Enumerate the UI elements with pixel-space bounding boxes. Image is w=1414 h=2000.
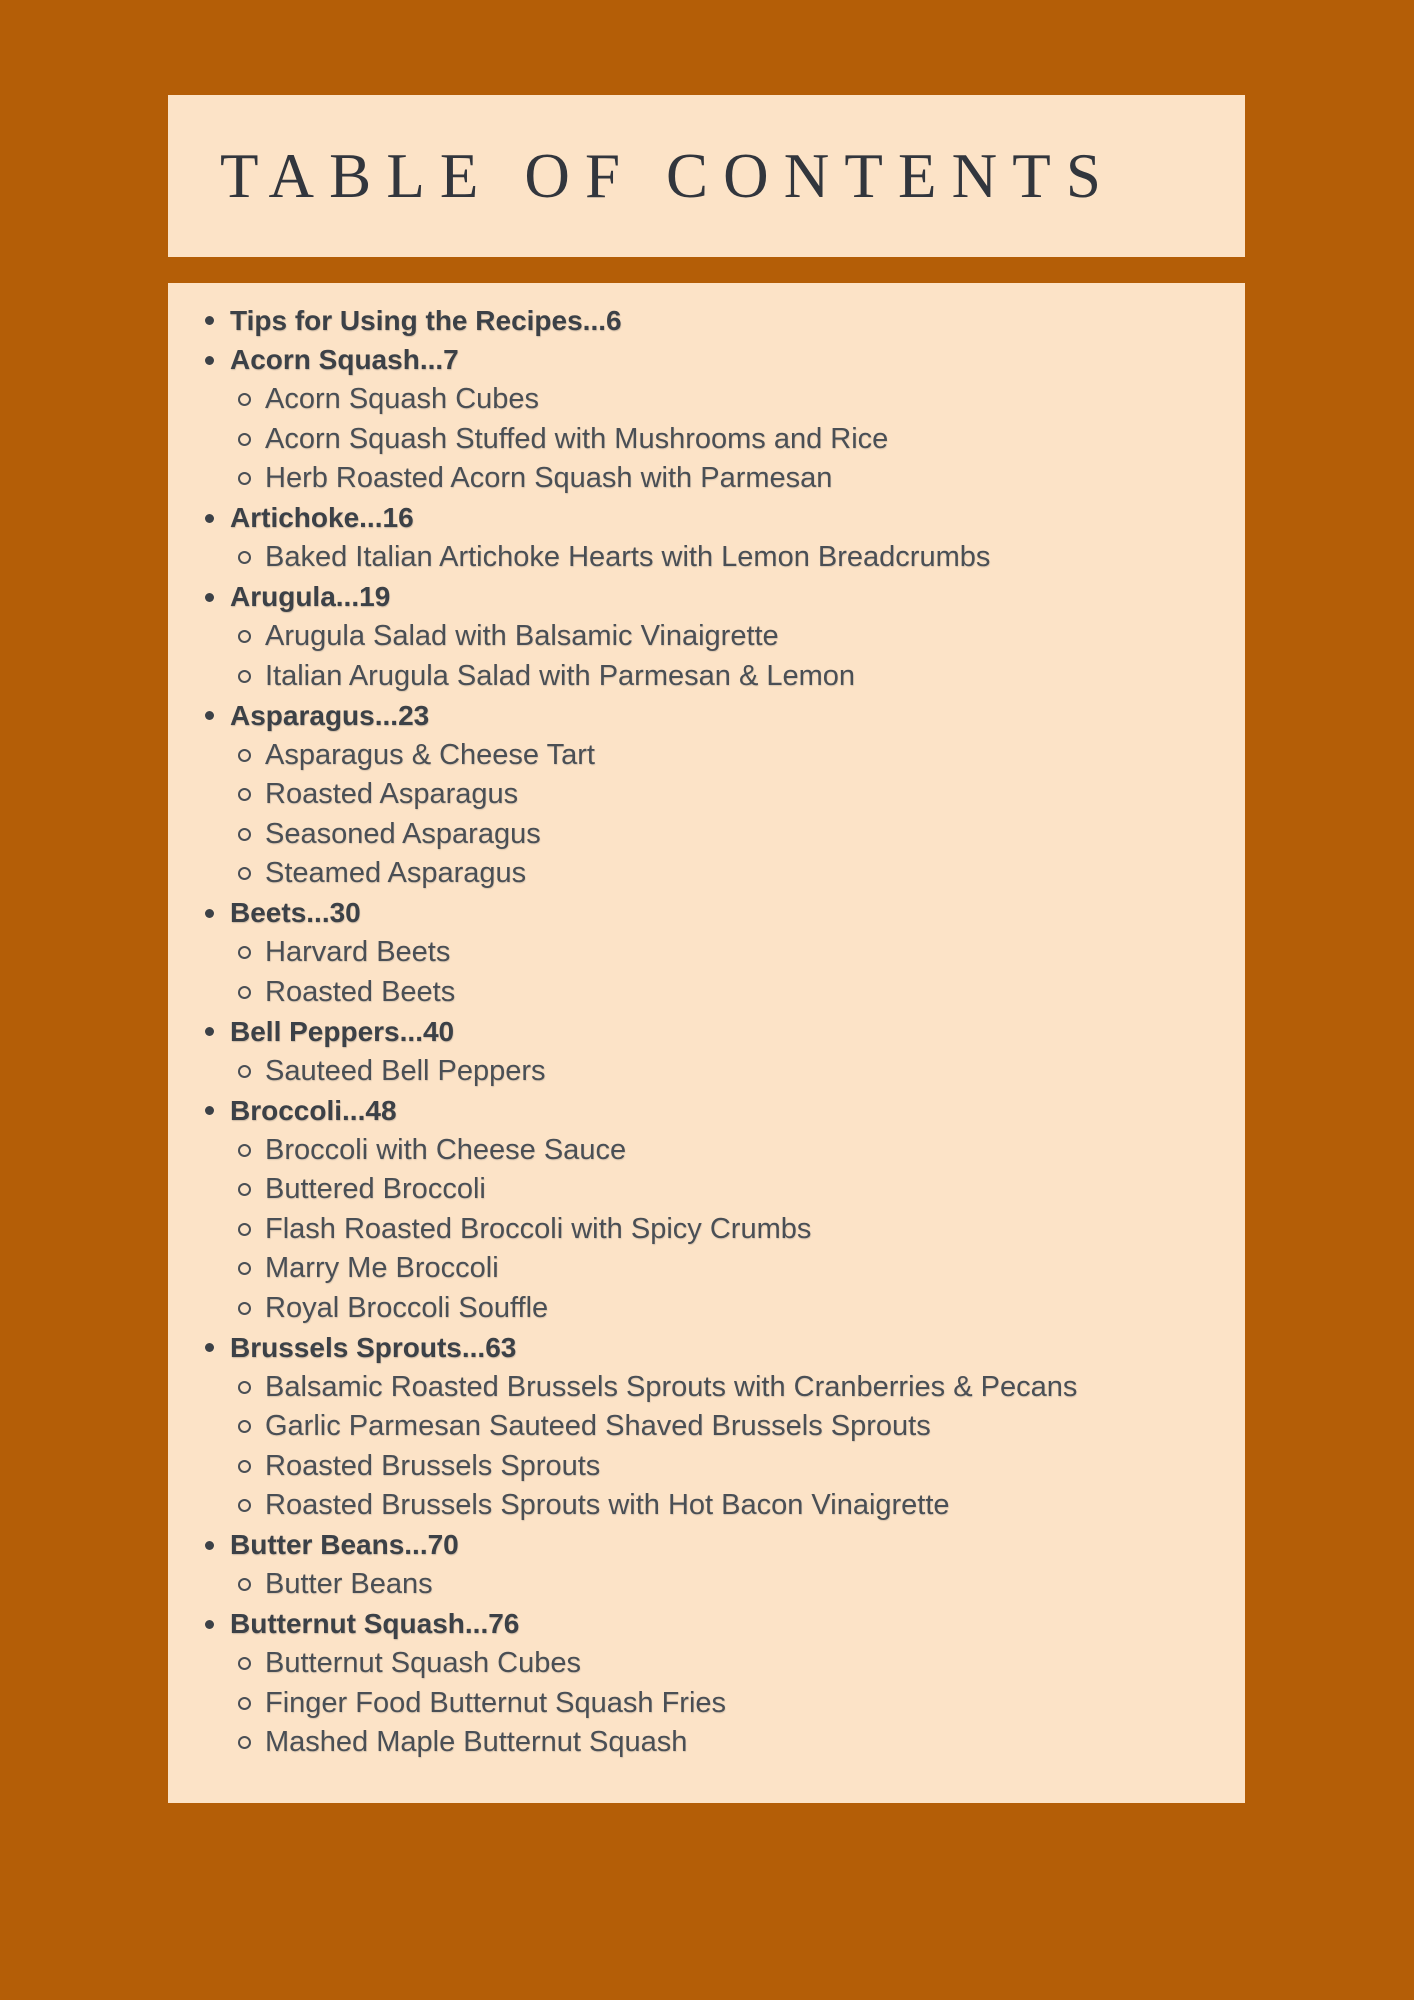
recipe-row — [168, 1289, 1245, 1329]
recipe-row — [168, 538, 1245, 578]
recipe-title: Herb Roasted Acorn Squash with Parmesan — [265, 462, 833, 495]
toc-section-title — [230, 700, 429, 732]
toc-section — [168, 1012, 1245, 1091]
toc-section-title — [230, 897, 361, 929]
recipe-row — [168, 854, 1245, 894]
open-bullet-icon — [238, 788, 251, 801]
toc-section-label: Butter Beans — [230, 1529, 405, 1561]
open-bullet-icon — [238, 1144, 251, 1157]
open-bullet-icon — [238, 1420, 251, 1433]
recipe-list — [168, 736, 1245, 894]
toc-dots-separator: ... — [359, 502, 383, 534]
recipe-list — [168, 1052, 1245, 1092]
toc-section — [168, 1328, 1245, 1526]
toc-section — [168, 499, 1245, 578]
toc-section-row — [168, 1091, 1245, 1131]
title-panel — [168, 95, 1245, 257]
toc-section-row — [168, 578, 1245, 618]
toc-section-label: Asparagus — [230, 699, 375, 731]
toc-section-row — [168, 1605, 1245, 1645]
filled-bullet-icon — [205, 1343, 214, 1352]
recipe-row — [168, 657, 1245, 697]
toc-dots-separator: ... — [399, 1015, 423, 1047]
toc-section-row — [168, 499, 1245, 539]
recipe-title: Roasted Asparagus — [265, 778, 519, 811]
toc-dots-separator: ... — [374, 699, 399, 731]
recipe-row — [168, 933, 1245, 973]
recipe-title: Roasted Beets — [265, 975, 456, 1008]
recipe-row — [168, 1565, 1245, 1605]
recipe-list — [168, 1368, 1245, 1526]
page-title: TABLE OF CONTENTS — [220, 140, 1116, 211]
recipe-title: Marry Me Broccoli — [265, 1252, 499, 1285]
recipe-title: Broccoli with Cheese Sauce — [265, 1133, 627, 1166]
open-bullet-icon — [238, 828, 251, 841]
recipe-title: Finger Food Butternut Squash Fries — [265, 1686, 727, 1719]
recipe-row — [168, 1210, 1245, 1250]
toc-dots-separator: ... — [419, 344, 444, 376]
toc-page-number: 23 — [398, 699, 430, 731]
filled-bullet-icon — [205, 1541, 214, 1550]
recipe-row — [168, 1447, 1245, 1487]
toc-page-number: 70 — [427, 1529, 459, 1561]
open-bullet-icon — [238, 1578, 251, 1591]
toc-section-title — [230, 1332, 516, 1364]
recipe-title: Acorn Squash Cubes — [265, 383, 540, 416]
toc-section-row — [168, 301, 1245, 341]
recipe-title: Roasted Brussels Sprouts with Hot Bacon Vinaigrette — [265, 1489, 950, 1522]
toc-dots-separator: ... — [342, 1094, 366, 1126]
recipe-title: Roasted Brussels Sprouts — [265, 1449, 601, 1482]
toc-section — [168, 894, 1245, 1013]
toc-section-label: Acorn Squash — [230, 344, 420, 376]
open-bullet-icon — [238, 393, 251, 406]
recipe-title: Royal Broccoli Souffle — [265, 1291, 549, 1324]
recipe-list — [168, 617, 1245, 696]
open-bullet-icon — [238, 1381, 251, 1394]
toc-dots-separator: ... — [582, 304, 607, 336]
recipe-title: Buttered Broccoli — [265, 1173, 486, 1206]
toc-section-label: Tips for Using the Recipes — [230, 304, 583, 336]
recipe-title: Balsamic Roasted Brussels Sprouts with Cranberries & Pecans — [265, 1370, 1078, 1403]
toc-section-row — [168, 1012, 1245, 1052]
toc-dots-separator: ... — [461, 1331, 486, 1363]
filled-bullet-icon — [205, 1027, 214, 1036]
recipe-row — [168, 973, 1245, 1013]
filled-bullet-icon — [205, 711, 214, 720]
toc-section — [168, 696, 1245, 894]
recipe-title: Arugula Salad with Balsamic Vinaigrette — [265, 620, 779, 653]
toc-page-number: 48 — [365, 1094, 397, 1126]
toc-section — [168, 1605, 1245, 1763]
recipe-row — [168, 380, 1245, 420]
toc-page-number: 76 — [488, 1608, 520, 1640]
recipe-row — [168, 736, 1245, 776]
recipe-title: Flash Roasted Broccoli with Spicy Crumbs — [265, 1212, 812, 1245]
toc-panel — [168, 283, 1245, 1803]
toc-section-label: Broccoli — [230, 1094, 343, 1126]
toc-section-label: Arugula — [230, 581, 336, 613]
toc-section-row — [168, 894, 1245, 934]
recipe-row — [168, 775, 1245, 815]
open-bullet-icon — [238, 1657, 251, 1670]
toc-section-title — [230, 1529, 459, 1561]
toc-dots-separator: ... — [404, 1529, 428, 1561]
toc-section — [168, 1091, 1245, 1328]
filled-bullet-icon — [205, 316, 214, 325]
recipe-title: Asparagus & Cheese Tart — [265, 738, 595, 771]
recipe-title: Garlic Parmesan Sauteed Shaved Brussels Sprouts — [265, 1410, 931, 1443]
filled-bullet-icon — [205, 909, 214, 918]
toc-section — [168, 341, 1245, 499]
open-bullet-icon — [238, 986, 251, 999]
toc-section — [168, 578, 1245, 697]
recipe-list — [168, 1565, 1245, 1605]
toc-section — [168, 301, 1245, 341]
toc-page-number: 16 — [382, 502, 414, 534]
open-bullet-icon — [238, 1065, 251, 1078]
open-bullet-icon — [238, 1499, 251, 1512]
open-bullet-icon — [238, 630, 251, 643]
recipe-list — [168, 380, 1245, 499]
open-bullet-icon — [238, 1460, 251, 1473]
recipe-row — [168, 1170, 1245, 1210]
toc-section-row — [168, 1526, 1245, 1566]
toc-section-row — [168, 1328, 1245, 1368]
toc-dots-separator: ... — [335, 581, 360, 613]
recipe-list — [168, 1644, 1245, 1763]
recipe-title: Baked Italian Artichoke Hearts with Lemon Breadcrumbs — [265, 541, 991, 574]
toc-dots-separator: ... — [306, 897, 330, 929]
toc-list — [168, 301, 1245, 1763]
toc-page-number: 40 — [422, 1015, 455, 1047]
recipe-row — [168, 1052, 1245, 1092]
toc-section-title — [230, 1095, 397, 1127]
toc-page-number: 7 — [443, 344, 459, 376]
filled-bullet-icon — [205, 514, 214, 523]
toc-section-title — [230, 1016, 454, 1048]
recipe-row — [168, 815, 1245, 855]
open-bullet-icon — [238, 1183, 251, 1196]
open-bullet-icon — [238, 867, 251, 880]
recipe-row — [168, 420, 1245, 460]
recipe-title: Mashed Maple Butternut Squash — [265, 1726, 688, 1759]
recipe-title: Sauteed Bell Peppers — [265, 1054, 546, 1087]
filled-bullet-icon — [205, 356, 214, 365]
filled-bullet-icon — [205, 1620, 214, 1629]
toc-section-label: Brussels Sprouts — [230, 1331, 462, 1363]
toc-section-title — [230, 1608, 519, 1640]
toc-dots-separator: ... — [464, 1608, 489, 1640]
toc-section-row — [168, 341, 1245, 381]
toc-page-number: 63 — [485, 1331, 517, 1363]
open-bullet-icon — [238, 551, 251, 564]
filled-bullet-icon — [205, 1106, 214, 1115]
toc-section-label: Butternut Squash — [230, 1608, 465, 1640]
recipe-title: Butternut Squash Cubes — [265, 1647, 581, 1680]
toc-page-number: 30 — [329, 897, 361, 929]
recipe-list — [168, 933, 1245, 1012]
open-bullet-icon — [238, 670, 251, 683]
recipe-row — [168, 1131, 1245, 1171]
toc-section-label: Artichoke — [230, 502, 360, 534]
open-bullet-icon — [238, 749, 251, 762]
toc-section-title — [230, 581, 390, 613]
recipe-list — [168, 538, 1245, 578]
toc-section-label: Bell Peppers — [230, 1015, 400, 1047]
recipe-row — [168, 1368, 1245, 1408]
recipe-row — [168, 459, 1245, 499]
open-bullet-icon — [238, 1697, 251, 1710]
toc-section-title — [230, 305, 622, 337]
recipe-row — [168, 1684, 1245, 1724]
recipe-title: Harvard Beets — [265, 936, 451, 969]
toc-section-title — [230, 344, 459, 376]
recipe-title: Butter Beans — [265, 1568, 433, 1601]
toc-section — [168, 1526, 1245, 1605]
recipe-row — [168, 1249, 1245, 1289]
recipe-title: Steamed Asparagus — [265, 857, 527, 890]
open-bullet-icon — [238, 1223, 251, 1236]
recipe-row — [168, 1723, 1245, 1763]
recipe-title: Seasoned Asparagus — [265, 817, 541, 850]
recipe-title: Acorn Squash Stuffed with Mushrooms and Rice — [265, 422, 889, 455]
recipe-title: Italian Arugula Salad with Parmesan & Lemon — [265, 659, 856, 692]
recipe-row — [168, 1407, 1245, 1447]
recipe-row — [168, 1644, 1245, 1684]
toc-section-row — [168, 696, 1245, 736]
open-bullet-icon — [238, 1736, 251, 1749]
recipe-row — [168, 1486, 1245, 1526]
open-bullet-icon — [238, 1302, 251, 1315]
recipe-list — [168, 1131, 1245, 1329]
open-bullet-icon — [238, 472, 251, 485]
toc-page-number: 6 — [606, 304, 622, 336]
open-bullet-icon — [238, 946, 251, 959]
open-bullet-icon — [238, 433, 251, 446]
recipe-row — [168, 617, 1245, 657]
open-bullet-icon — [238, 1262, 251, 1275]
toc-section-label: Beets — [230, 897, 307, 929]
toc-page-number: 19 — [359, 581, 391, 613]
toc-section-title — [230, 502, 414, 534]
filled-bullet-icon — [205, 593, 214, 602]
